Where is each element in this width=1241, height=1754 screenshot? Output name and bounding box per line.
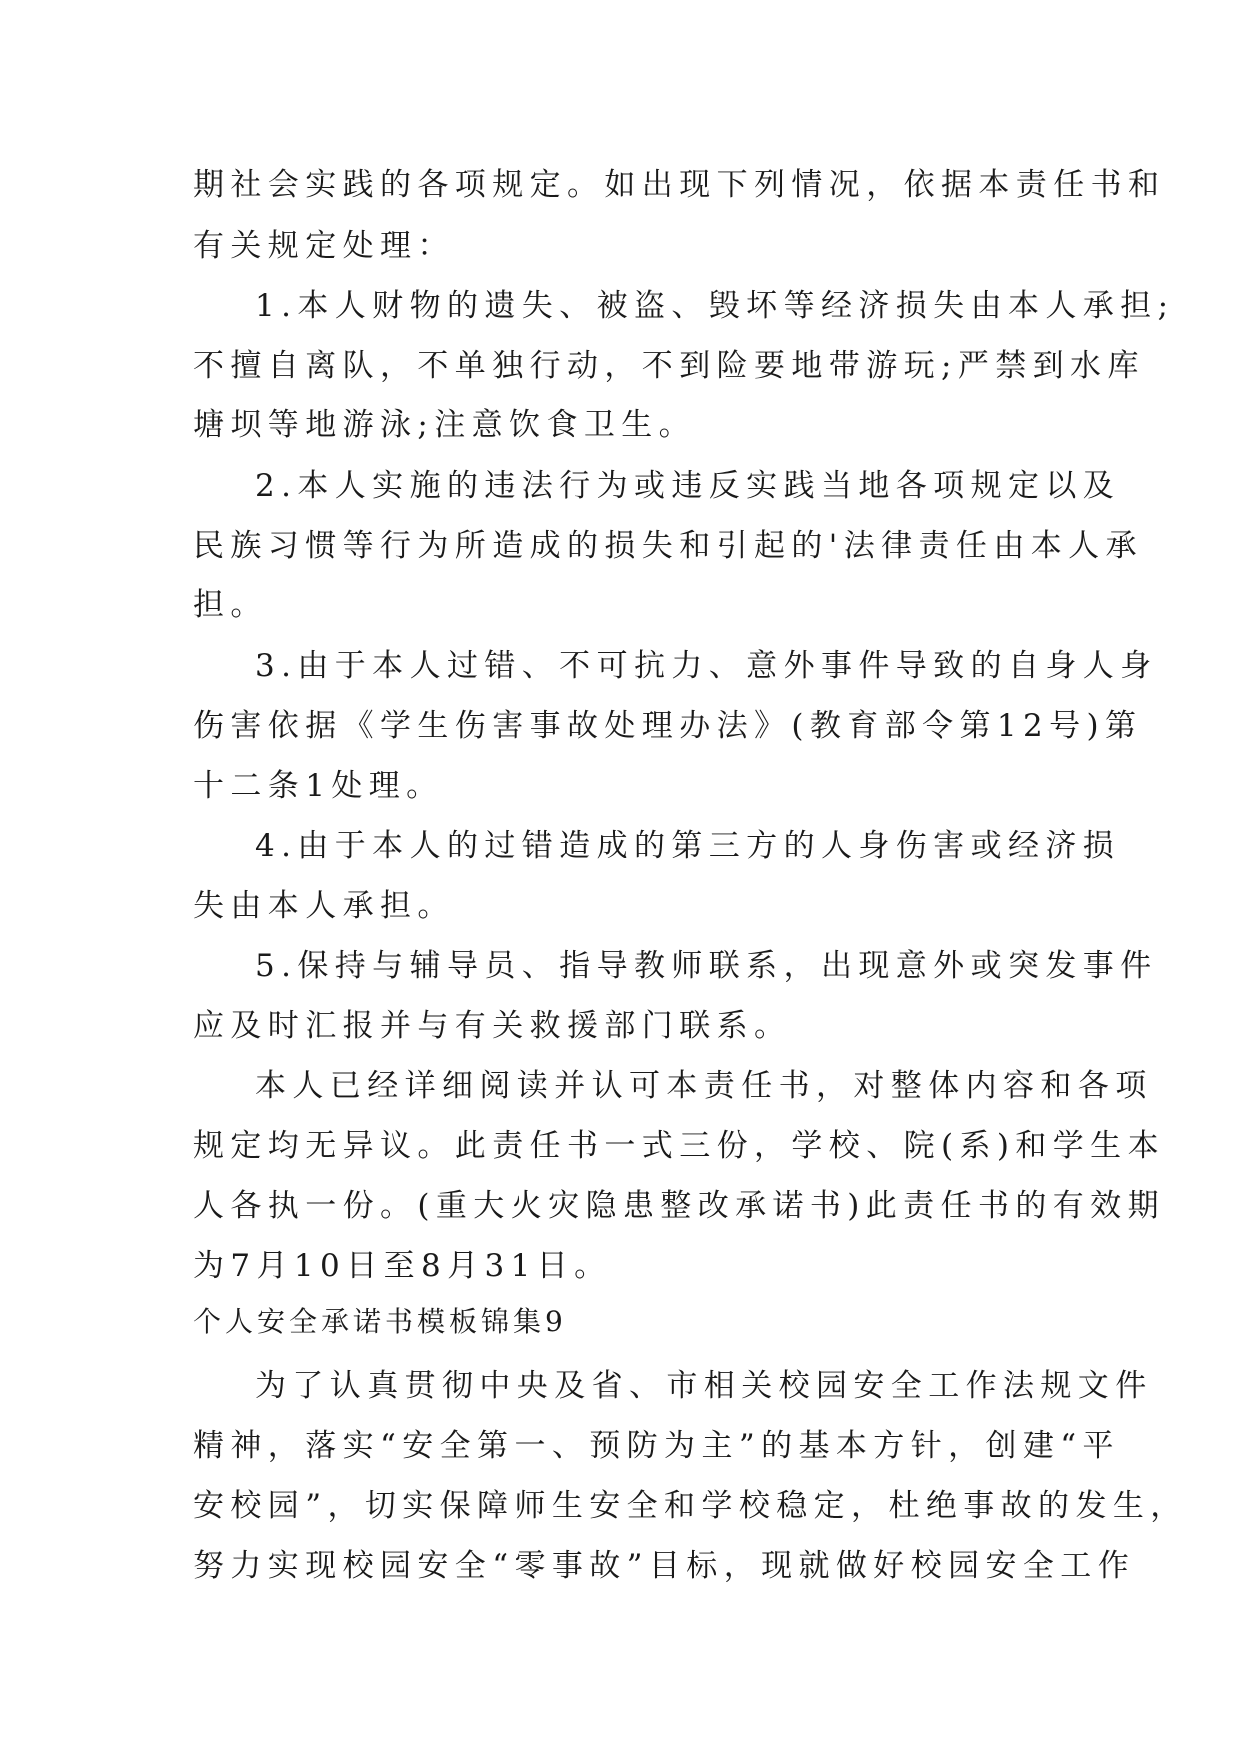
text-line: 精神，落实“安全第一、预防为主”的基本方针，创建“平 <box>193 1428 1120 1464</box>
paragraph-start: 为了认真贯彻中央及省、市相关校园安全工作法规文件 <box>255 1368 1153 1404</box>
text-line: 有关规定处理： <box>193 228 455 264</box>
text-line: 不擅自离队，不单独行动，不到险要地带游玩;严禁到水库 <box>193 348 1145 384</box>
text-line: 应及时汇报并与有关救援部门联系。 <box>193 1008 792 1044</box>
list-item-3: 3.由于本人过错、不可抗力、意外事件导致的自身人身 <box>255 648 1158 684</box>
text-line: 十二条1处理。 <box>193 768 444 804</box>
paragraph-start: 本人已经详细阅读并认可本责任书，对整体内容和各项 <box>255 1068 1153 1104</box>
text-line: 为7月10日至8月31日。 <box>193 1248 612 1284</box>
text-line: 担。 <box>193 587 268 623</box>
text-line: 期社会实践的各项规定。如出现下列情况，依据本责任书和 <box>193 167 1166 203</box>
text-line: 规定均无异议。此责任书一式三份，学校、院(系)和学生本 <box>193 1128 1165 1164</box>
list-item-5: 5.保持与辅导员、指导教师联系，出现意外或突发事件 <box>255 948 1158 984</box>
text-line: 努力实现校园安全“零事故”目标，现就做好校园安全工作 <box>193 1548 1136 1584</box>
text-line: 民族习惯等行为所造成的损失和引起的'法律责任由本人承 <box>193 528 1143 564</box>
list-item-4: 4.由于本人的过错造成的第三方的人身伤害或经济损 <box>255 828 1121 864</box>
list-item-1: 1.本人财物的遗失、被盗、毁坏等经济损失由本人承担; <box>255 288 1175 324</box>
text-line: 塘坝等地游泳;注意饮食卫生。 <box>193 407 697 443</box>
list-item-2: 2.本人实施的违法行为或违反实践当地各项规定以及 <box>255 468 1121 504</box>
text-line: 失由本人承担。 <box>193 888 455 924</box>
section-heading: 个人安全承诺书模板锦集9 <box>193 1305 567 1338</box>
text-line: 伤害依据《学生伤害事故处理办法》(教育部令第12号)第 <box>193 708 1143 744</box>
text-line: 安校园”，切实保障师生安全和学校稳定，杜绝事故的发生， <box>193 1488 1188 1524</box>
text-line: 人各执一份。(重大火灾隐患整改承诺书)此责任书的有效期 <box>193 1188 1165 1224</box>
